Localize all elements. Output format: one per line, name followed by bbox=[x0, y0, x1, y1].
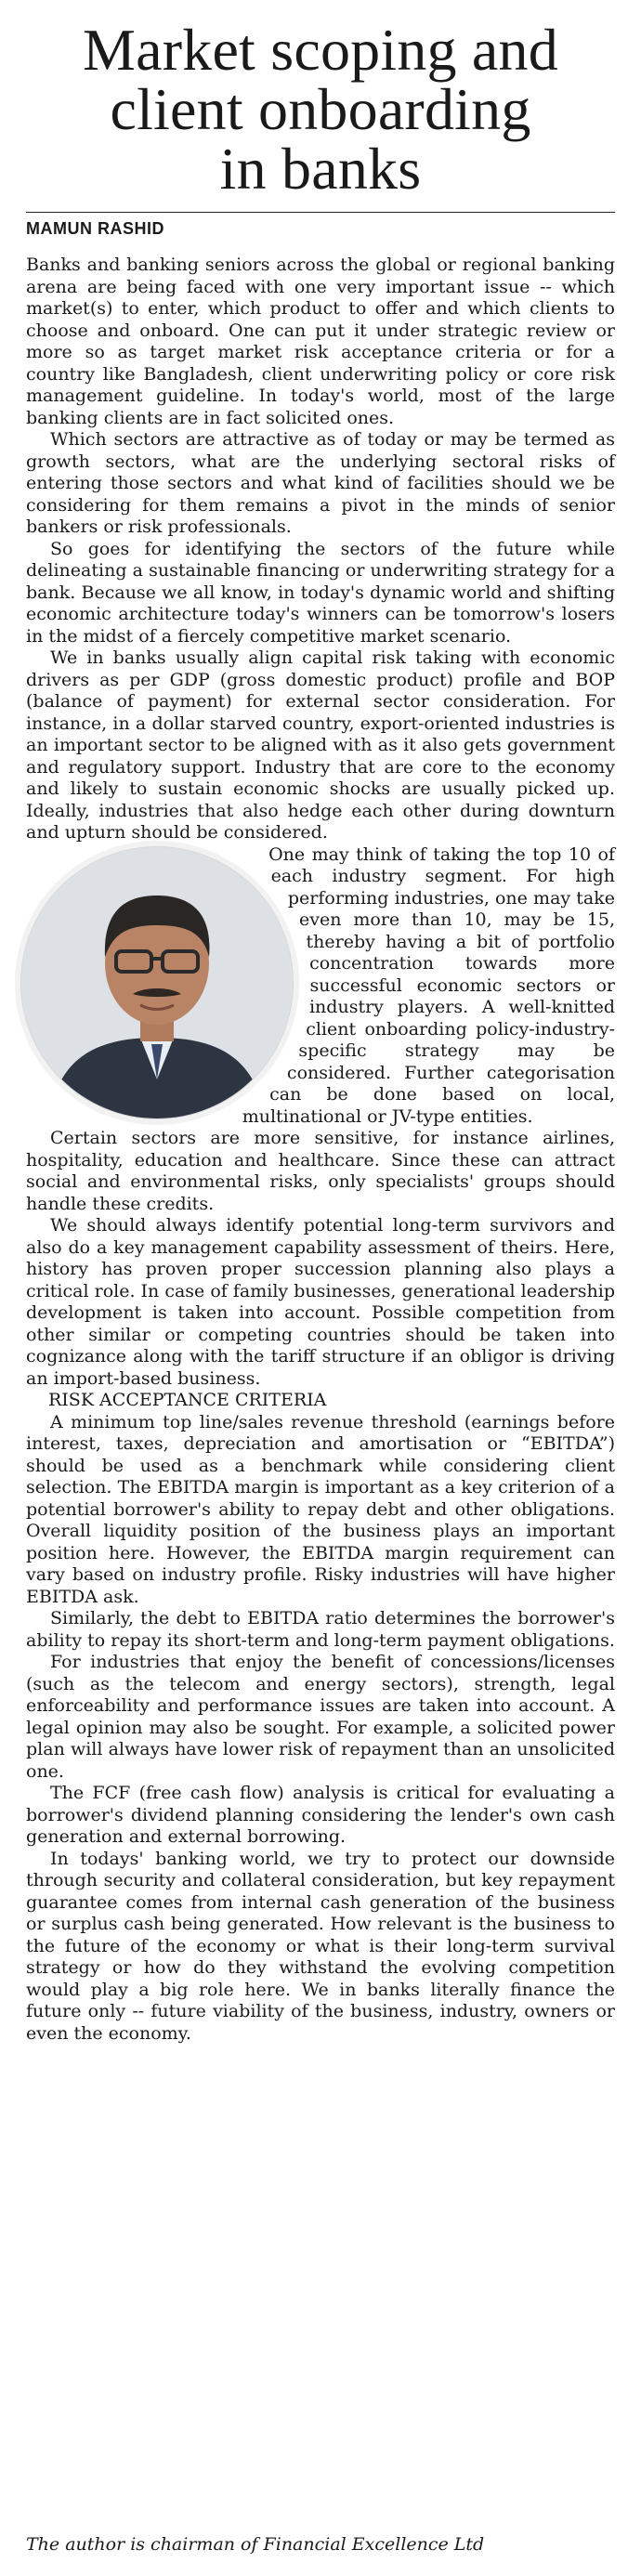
paragraph: We should always identify potential long-term survivors and also do a key management capability assessment of theirs. Here, history has proven proper succession planning also plays a critical role. In case of family businesses, generational leadership development is taken into account. Possible competition from other similar or competing countries should be taken into cognizance along with the tariff structure if an obligor is driving an import-based business. bbox=[26, 1215, 615, 1389]
byline: MAMUN RASHID bbox=[26, 212, 615, 238]
paragraph: We in banks usually align capital risk taking with economic drivers as per GDP (gross domestic product) profile and BOP (balance of payment) for external sector consideration. For instance, in a dollar starved country, export-oriented industries is an important sector to be aligned with as it also gets government and regulatory support. Industry that are core to the economy and likely to sustain economic shocks are usually picked up. Ideally, industries that also hedge each other during downturn and upturn should be considered. bbox=[26, 647, 615, 843]
headline-line-1: Market scoping and bbox=[83, 17, 558, 83]
paragraph: One may think of taking the top 10 of each industry segment. For high performing industries, one may take even more than 10, may be 15, thereby having a bit of portfolio concentration towards more successful economic sectors or industry players. A well-knitted client onboarding policy-industry-specific strategy may be considered. Further categorisation can be done based on local, multinational or JV-type entities. bbox=[242, 843, 615, 1127]
paragraph: A minimum top line/sales revenue threshold (earnings before interest, taxes, depreciation and amortisation or “EBITDA”) should be used as a benchmark while considering client selection. The EBITDA margin is important as a key criterion of a potential borrower's ability to repay debt and other obligations. Overall liquidity position of the business plays an important position here. However, the EBITDA margin requirement can vary based on industry profile. Risky industries will have higher EBITDA ask. bbox=[26, 1411, 615, 1607]
paragraph: Similarly, the debt to EBITDA ratio determines the borrower's ability to repay its short-term and long-term payment obligations. bbox=[26, 1608, 615, 1651]
paragraph: In todays' banking world, we try to protect our downside through security and collateral consideration, but key repayment guarantee comes from internal cash generation of the business or surplus cash being generated. How relevant is the business to the future of the economy or what is their long-term survival strategy or how do they withstand the evolving competition would play a big role here. We in banks literally finance the future only -- future viability of the business, industry, owners or even the economy. bbox=[26, 1848, 615, 2044]
author-photo bbox=[20, 846, 294, 1119]
author-portrait-icon bbox=[21, 847, 293, 1118]
author-footnote: The author is chairman of Financial Excellence Ltd bbox=[26, 2534, 485, 2555]
paragraph: Which sectors are attractive as of today or may be termed as growth sectors, what are the underlying sectoral risks of entering those sectors and what kind of facilities should we be considering for them remains a pivot in the minds of senior bankers or risk professionals. bbox=[26, 429, 615, 537]
paragraph: Certain sectors are more sensitive, for instance airlines, hospitality, education and healthcare. Since these can attract social and environmental risks, only specialists' groups should handle these credits. bbox=[26, 1128, 615, 1214]
article bbox=[26, 17, 615, 2045]
headline-line-2: client onboarding bbox=[110, 76, 531, 142]
headline-line-3: in banks bbox=[219, 136, 422, 202]
section-subheading: RISK ACCEPTANCE CRITERIA bbox=[48, 1390, 327, 1410]
article-body bbox=[26, 255, 615, 2045]
paragraph: For industries that enjoy the benefit of concessions/licenses (such as the telecom and energy sectors), strength, legal enforceability and performance issues are taken into account. A legal opinion may also be sought. For example, a solicited power plan will always have lower risk of repayment than an unsolicited one. bbox=[26, 1652, 615, 1782]
paragraph: Banks and banking seniors across the global or regional banking arena are being faced with one very important issue -- which market(s) to enter, which product to offer and which clients to choose and onboard. One can put it under strategic review or more so as target market risk acceptance criteria or for a country like Bangladesh, client underwriting policy or core risk management guideline. In today's world, most of the large banking clients are in fact solicited ones. bbox=[26, 255, 615, 428]
paragraph: So goes for identifying the sectors of the future while delineating a sustainable financing or underwriting strategy for a bank. Because we all know, in today's dynamic world and shifting economic architecture today's winners can be tomorrow's losers in the midst of a fiercely competitive market scenario. bbox=[26, 538, 615, 647]
paragraph: The FCF (free cash flow) analysis is critical for evaluating a borrower's dividend planning considering the lender's own cash generation and external borrowing. bbox=[26, 1783, 615, 1847]
headline bbox=[26, 17, 615, 202]
